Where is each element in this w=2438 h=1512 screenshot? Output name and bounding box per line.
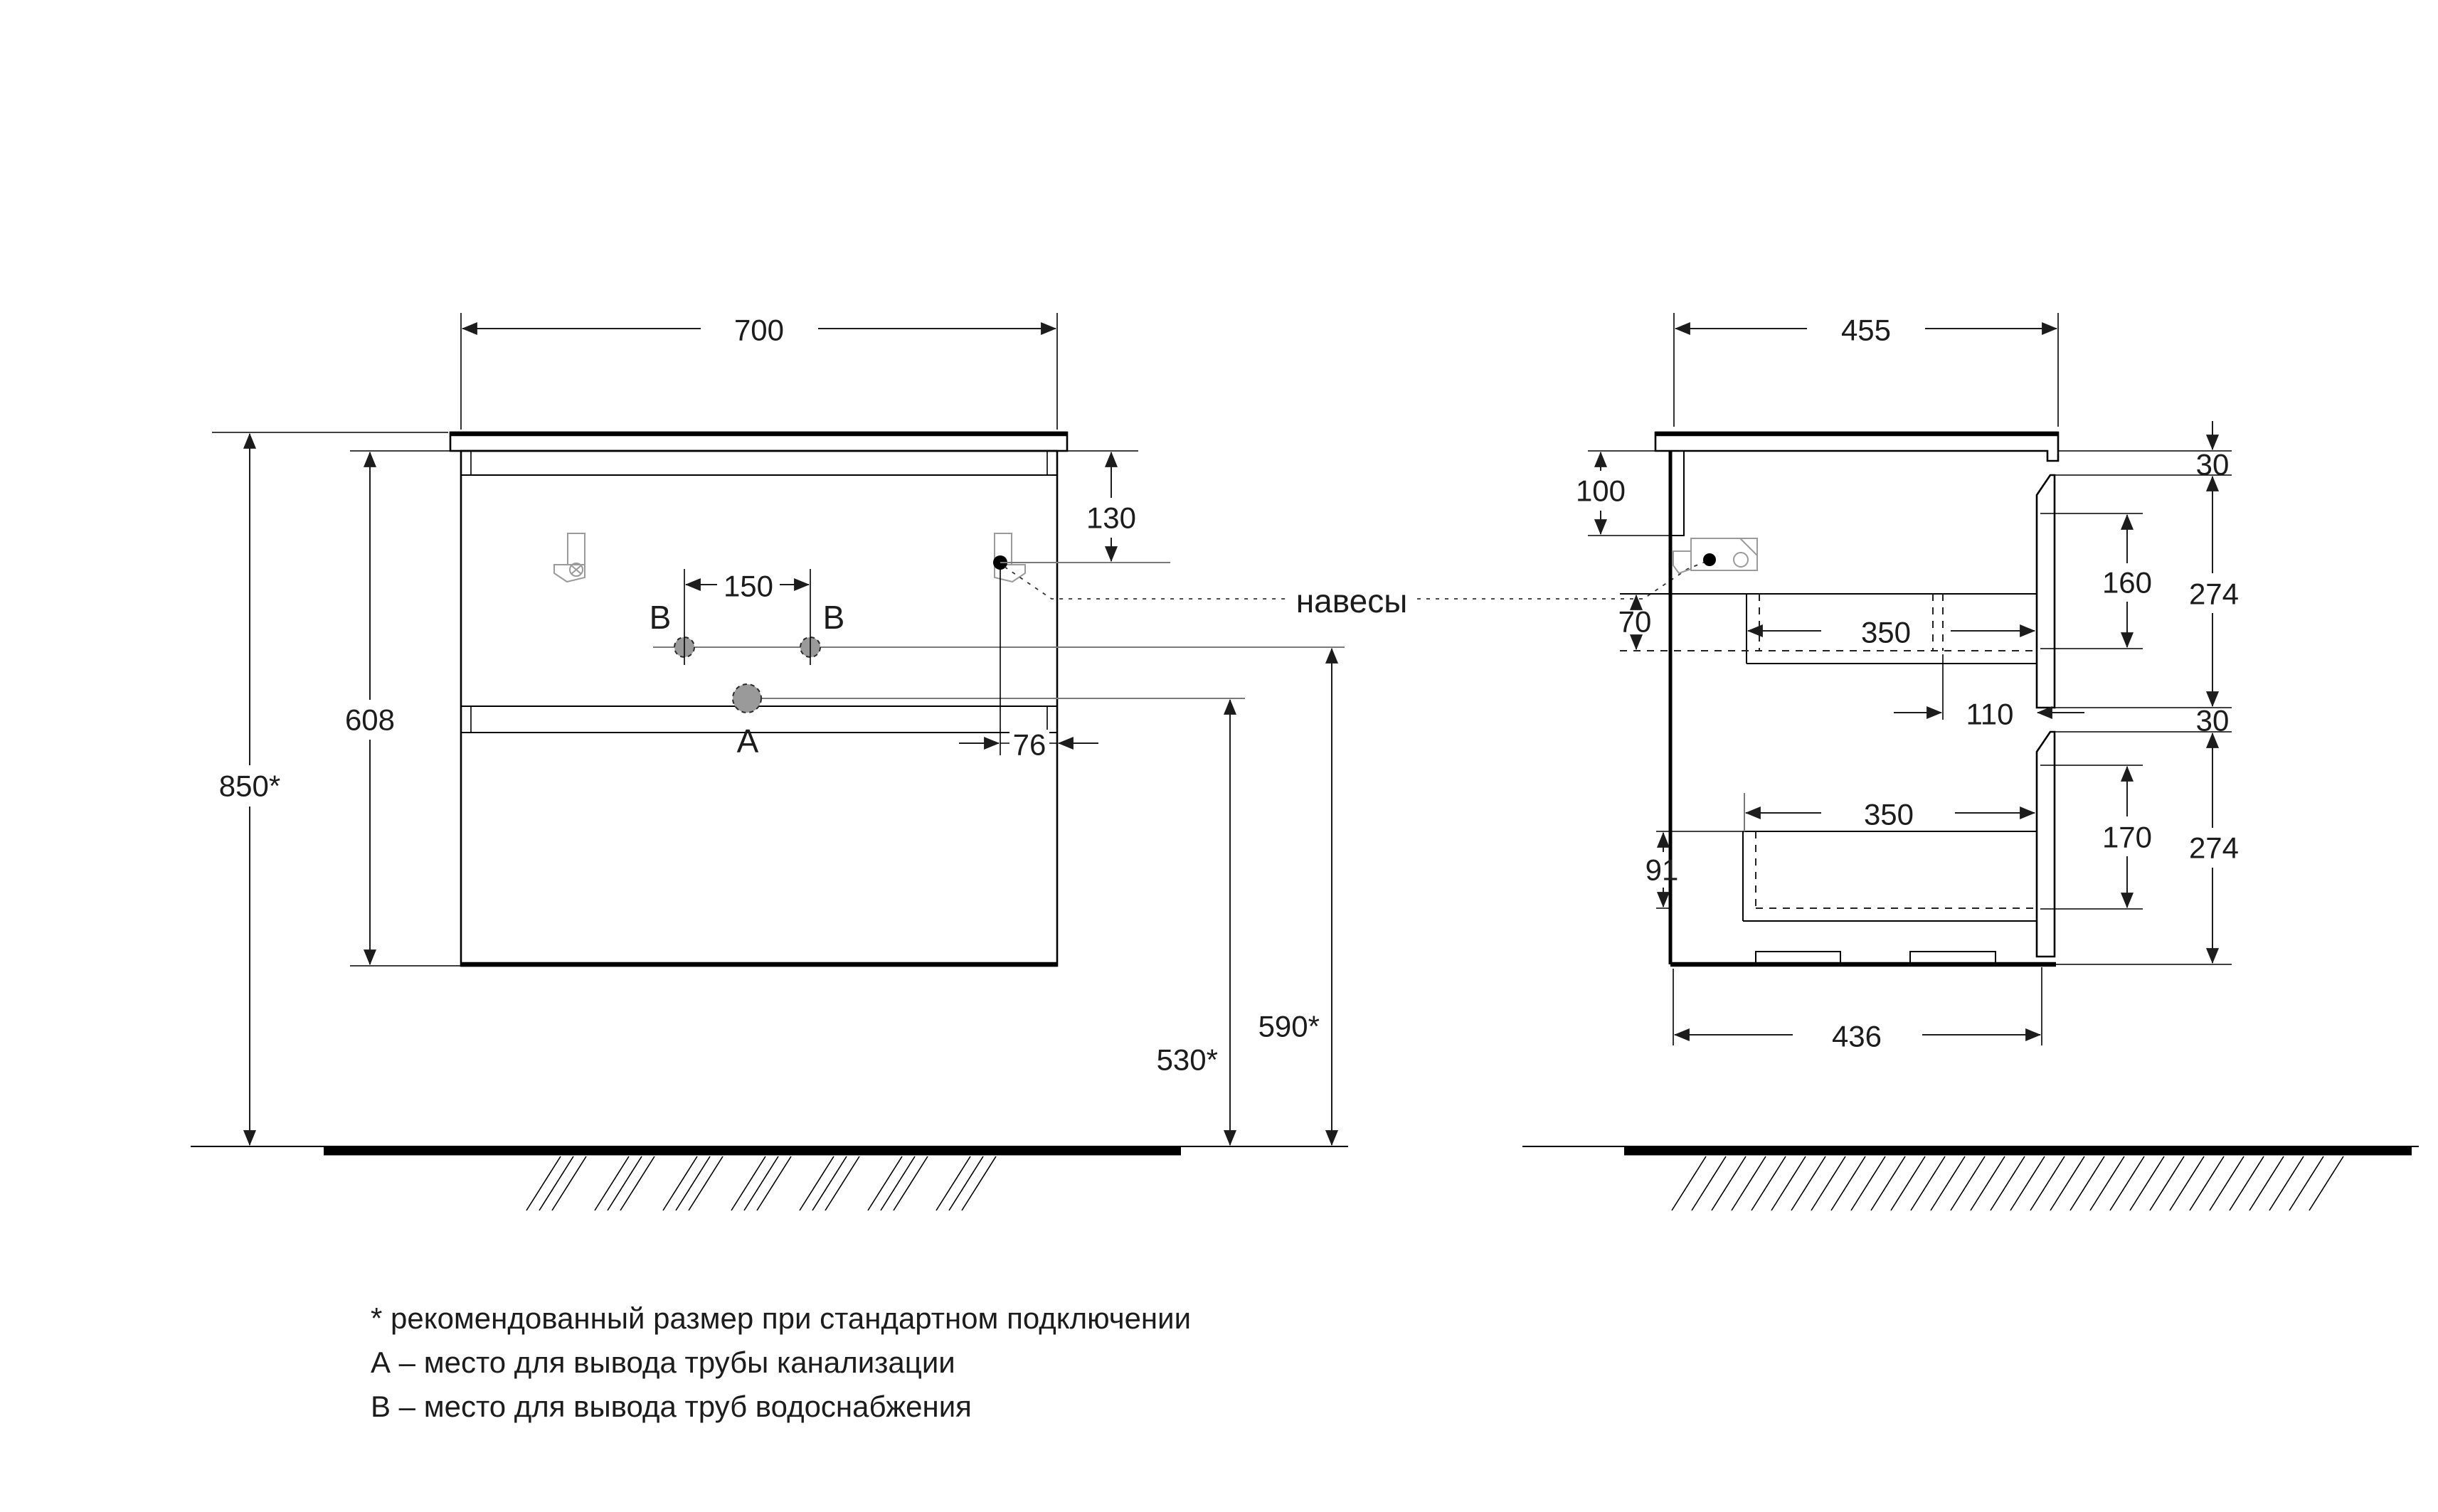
dim-siphon-offset xyxy=(1894,654,2084,731)
drain-hole xyxy=(733,684,761,713)
hangers-label: навесы xyxy=(1295,582,1408,619)
legend-item-b: В – место для вывода труб водоснабжения xyxy=(371,1390,972,1423)
dim-label-76: 76 xyxy=(1012,728,1046,762)
dim-cabinet-height xyxy=(345,451,461,966)
dim-label-30-top: 30 xyxy=(2195,447,2230,481)
dim-label-70: 70 xyxy=(1618,605,1652,639)
hole-label-b-right: B xyxy=(822,599,845,636)
dim-drawer2-box-height xyxy=(1645,833,1679,907)
dim-label-274-bottom: 274 xyxy=(2188,831,2240,865)
ground-right-hatching xyxy=(1672,1156,2343,1210)
side-drawer1-front xyxy=(2037,475,2055,708)
hangers-callout xyxy=(1005,562,1705,619)
dim-water-holes-spacing xyxy=(684,569,810,665)
dim-label-350-bottom: 350 xyxy=(1863,797,1914,831)
dim-total-height xyxy=(212,432,448,1145)
legend-item-a: А – место для вывода трубы канализации xyxy=(371,1346,955,1379)
dim-label-590: 590* xyxy=(1258,1009,1320,1043)
legend xyxy=(371,1301,1191,1423)
side-wall-rail xyxy=(1670,451,1684,536)
dim-drawer1-depth xyxy=(1748,616,2035,649)
dim-hanger-top-offset xyxy=(1060,451,1138,561)
dim-reveal-top xyxy=(2196,421,2230,481)
dim-depth xyxy=(1674,313,2058,427)
dim-label-91: 91 xyxy=(1645,853,1679,887)
dim-label-530: 530* xyxy=(1156,1043,1218,1077)
dim-drawer1-front-height xyxy=(2102,515,2152,647)
side-hanger-bracket-icon xyxy=(1673,538,1757,573)
dim-reveal-middle xyxy=(2196,704,2230,738)
front-view xyxy=(212,313,1345,1145)
dim-label-100: 100 xyxy=(1575,474,1626,508)
dim-drawer2-depth xyxy=(1744,793,2035,831)
side-view xyxy=(1576,313,2239,1053)
dim-label-30-middle: 30 xyxy=(2195,703,2230,738)
hanger-bracket-left-icon xyxy=(554,533,585,582)
dim-label-436: 436 xyxy=(1831,1019,1882,1053)
dim-label-608: 608 xyxy=(344,703,396,737)
dim-rail-height xyxy=(1576,451,1670,536)
dim-water-height xyxy=(1258,649,1332,1145)
front-pipe-holes xyxy=(650,599,1345,760)
hole-label-b-left: B xyxy=(649,599,672,636)
side-countertop xyxy=(1655,432,2058,461)
dim-label-700: 700 xyxy=(733,313,785,347)
side-hanger-mount-point xyxy=(1703,553,1716,566)
dim-drawer2-front-height xyxy=(2102,767,2152,907)
dim-label-110: 110 xyxy=(1966,697,2014,731)
side-drawer2-box xyxy=(1656,831,2036,921)
dim-drawer1-clearance xyxy=(1618,595,1652,649)
dim-label-160: 160 xyxy=(2102,565,2153,600)
front-hanger-brackets xyxy=(554,533,1170,582)
hanger-bracket-right-icon xyxy=(993,533,1025,582)
dim-bottom-depth xyxy=(1673,967,2042,1053)
side-drawer1-box xyxy=(1620,594,2036,664)
hole-label-a: A xyxy=(736,723,759,760)
ground-left-hatching xyxy=(526,1156,996,1210)
dim-label-130: 130 xyxy=(1086,501,1137,535)
dim-label-455: 455 xyxy=(1840,313,1892,347)
dim-label-350-top: 350 xyxy=(1860,615,1912,649)
dim-label-274-top: 274 xyxy=(2188,577,2240,611)
dim-drawer2-total-height xyxy=(2189,733,2239,963)
dim-drain-height xyxy=(1157,700,1230,1145)
dim-label-850: 850* xyxy=(218,769,281,803)
dim-drawer1-total-height xyxy=(2189,477,2239,706)
dim-label-170: 170 xyxy=(2102,820,2153,854)
dim-front-width xyxy=(461,313,1057,430)
ground-right xyxy=(1522,1146,2419,1210)
front-cabinet-body xyxy=(461,451,1057,966)
dim-label-150: 150 xyxy=(723,569,774,603)
legend-note: * рекомендованный размер при стандартном подключении xyxy=(371,1301,1192,1335)
ground-left xyxy=(191,1146,1348,1210)
